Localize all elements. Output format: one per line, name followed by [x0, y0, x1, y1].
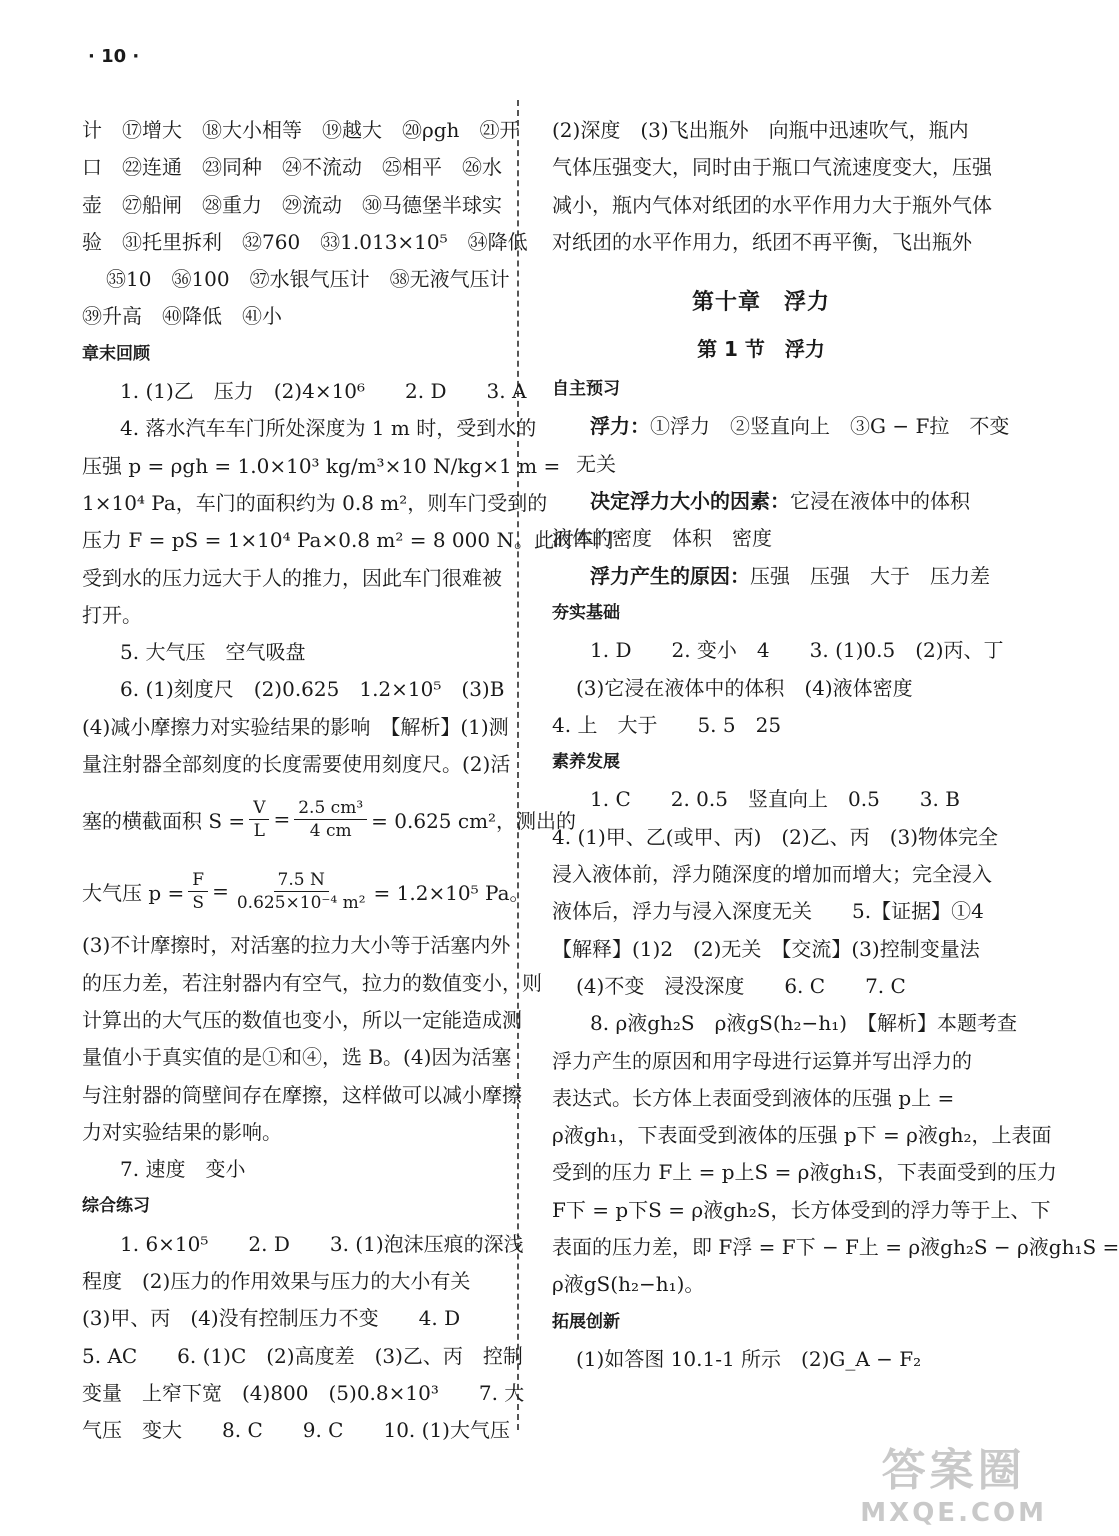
answer-line: 4. (1)甲、乙(或甲、丙) (2)乙、丙 (3)物体完全 [552, 824, 999, 849]
formula-pressure [82, 855, 530, 927]
text-line: ㉟10 ㊱100 ㊲水银气压计 ㊳无液气压计 [106, 267, 510, 292]
term-answers: 它浸在液体中的体积 [790, 489, 970, 514]
answer-line: 的压力差，若注射器内有空气，拉力的数值变小，则 [82, 970, 542, 995]
answer-line: 压力 F = pS = 1×10⁴ Pa×0.8 m² = 8 000 N。此时车门 [82, 528, 614, 553]
answer-line: 量值小于真实值的是①和④，选 B。(4)因为活塞 [82, 1045, 512, 1070]
answer-line: 液体的密度 体积 密度 [552, 526, 772, 551]
fraction-force-over-area [233, 869, 370, 914]
answer-line: 打开。 [82, 602, 142, 627]
answer-line [552, 558, 990, 595]
answer-line: 8. ρ液gh₂S ρ液gS(h₂−h₁) 【解析】本题考查 [590, 1011, 1018, 1036]
fraction-f-over-s [188, 869, 208, 914]
answer-line: (3)甲、丙 (4)没有控制压力不变 4. D [82, 1306, 461, 1331]
answer-line: 气压 变大 8. C 9. C 10. (1)大气压 [82, 1418, 510, 1443]
term-answers: 压强 压强 大于 压力差 [750, 563, 990, 588]
denominator: S [192, 892, 204, 913]
answer-line: 对纸团的水平作用力，纸团不再平衡，飞出瓶外 [552, 229, 972, 254]
answer-line: (1)如答图 10.1-1 所示 (2)G_A − F₂ [576, 1346, 922, 1371]
answer-line: 受到水的压力远大于人的推力，因此车门很难被 [82, 565, 502, 590]
answer-line: 6. (1)刻度尺 (2)0.625 1.2×10⁵ (3)B [120, 677, 505, 702]
numerator: 7.5 N [274, 869, 329, 892]
section-heading-comprehensive-practice: 综合练习 [82, 1196, 150, 1217]
text-line: 验 ㉛托里拆利 ㉜760 ㉝1.013×10⁵ ㉞降低 [82, 229, 528, 254]
denominator: 0.625×10⁻⁴ m² [236, 892, 366, 913]
section-heading-development: 素养发展 [552, 752, 620, 773]
answer-line: 1. (1)乙 压力 (2)4×10⁶ 2. D 3. A [120, 379, 527, 404]
page-number: · 10 · [88, 46, 140, 67]
text-line: 壶 ㉗船闸 ㉘重力 ㉙流动 ㉚马德堡半球实 [82, 192, 502, 217]
answer-line: 【解释】(1)2 (2)无关 【交流】(3)控制变量法 [552, 936, 980, 961]
numerator: F [188, 869, 208, 892]
answer-line: 与注射器的筒壁间存在摩擦，这样做可以减小摩擦 [82, 1082, 522, 1107]
answer-line: 表面的压力差，即 F浮 = F下 − F上 = ρ液gh₂S − ρ液gh₁S = [552, 1235, 1119, 1260]
answer-line: 4. 落水汽车车门所处深度为 1 m 时，受到水的 [120, 416, 537, 441]
answer-line: 无关 [576, 451, 616, 476]
answer-line: 4. 上 大于 5. 5 25 [552, 712, 782, 737]
answer-line: 浸入液体前，浮力随深度的增加而增大；完全浸入 [552, 862, 992, 887]
numerator: 2.5 cm³ [294, 797, 367, 820]
fraction-volume-over-length [294, 797, 367, 842]
watermark-text: 答案圈 [881, 1445, 1026, 1496]
answer-line: 液体后，浮力与浸入深度无关 5.【证据】①4 [552, 899, 984, 924]
answer-line [552, 408, 1010, 445]
answer-line: 气体压强变大，同时由于瓶口气流速度变大，压强 [552, 155, 992, 180]
answer-line: 1. 6×10⁵ 2. D 3. (1)泡沫压痕的深浅 [120, 1231, 524, 1256]
answer-line [552, 483, 970, 520]
answer-line: (4)减小摩擦力对实验结果的影响 【解析】(1)测 [82, 714, 509, 739]
denominator: 4 cm [309, 820, 352, 841]
chapter-title: 第十章 浮力 [691, 290, 830, 316]
term-label: 决定浮力大小的因素： [590, 489, 790, 514]
answer-line: 压强 p = ρgh = 1.0×10³ kg/m³×10 N/kg×1 m = [82, 453, 561, 478]
term-label: 浮力产生的原因： [590, 563, 750, 588]
watermark-url: MXQE.COM [860, 1498, 1047, 1528]
answer-line: 1. D 2. 变小 4 3. (1)0.5 (2)丙、丁 [590, 638, 1004, 663]
answer-line: 受到的压力 F上 = p上S = ρ液gh₁S，下表面受到的压力 [552, 1160, 1057, 1185]
formula-text: 大气压 p = [82, 880, 185, 905]
text-line: 计 ⑰增大 ⑱大小相等 ⑲越大 ⑳ρgh ㉑开 [82, 118, 520, 142]
answer-line: (3)不计摩擦时，对活塞的拉力大小等于活塞内外 [82, 933, 511, 958]
answer-line: ρ液gh₁，下表面受到液体的压强 p下 = ρ液gh₂，上表面 [552, 1123, 1052, 1148]
term-answers: ①浮力 ②竖直向上 ③G − F拉 不变 [650, 414, 1010, 439]
right-column [552, 112, 1119, 1378]
formula-text: = 1.2×10⁵ Pa。 [373, 880, 530, 905]
answer-line: ρ液gS(h₂−h₁)。 [552, 1272, 705, 1297]
watermark-logo [860, 1434, 1047, 1528]
answer-line: 表达式。长方体上表面受到液体的压强 p上 = [552, 1085, 955, 1110]
answer-line: 1. C 2. 0.5 竖直向上 0.5 3. B [590, 787, 960, 812]
formula-text: = 0.625 cm²，测出的 [371, 808, 577, 833]
answer-line: 5. 大气压 空气吸盘 [120, 640, 306, 665]
answer-line: (2)深度 (3)飞出瓶外 向瓶中迅速吹气，瓶内 [552, 118, 969, 142]
text-line: 口 ㉒连通 ㉓同种 ㉔不流动 ㉕相平 ㉖水 [82, 155, 502, 180]
text-line: ㊴升高 ㊵降低 ㊶小 [82, 304, 282, 329]
numerator: V [249, 797, 269, 820]
answer-line: 程度 (2)压力的作用效果与压力的大小有关 [82, 1269, 471, 1294]
equals-sign: = [273, 807, 291, 832]
answer-line: F下 = p下S = ρ液gh₂S，长方体受到的浮力等于上、下 [552, 1197, 1051, 1222]
answer-line: 计算出的大气压的数值也变小，所以一定能造成测 [82, 1007, 522, 1032]
denominator: L [253, 820, 265, 841]
answer-line: 1×10⁴ Pa，车门的面积约为 0.8 m²，则车门受到的 [82, 490, 548, 515]
section-heading-extension: 拓展创新 [552, 1311, 620, 1332]
section-heading-self-preview: 自主预习 [552, 379, 620, 400]
section-title: 第 1 节 浮力 [697, 337, 825, 362]
answer-line: (3)它浸在液体中的体积 (4)液体密度 [576, 675, 913, 700]
answer-line: 浮力产生的原因和用字母进行运算并写出浮力的 [552, 1048, 972, 1073]
answer-line: 5. AC 6. (1)C (2)高度差 (3)乙、丙 控制 [82, 1343, 523, 1368]
formula-area [82, 783, 577, 855]
term-label: 浮力： [590, 414, 650, 439]
answer-line: (4)不变 浸没深度 6. C 7. C [576, 973, 906, 998]
equals-sign: = [212, 879, 229, 904]
answer-line: 变量 上窄下宽 (4)800 (5)0.8×10³ 7. 大 [82, 1380, 525, 1405]
answer-line: 力对实验结果的影响。 [82, 1119, 282, 1144]
section-heading-chapter-review: 章末回顾 [82, 343, 150, 364]
answer-line: 减小，瓶内气体对纸团的水平作用力大于瓶外气体 [552, 192, 992, 217]
answer-line: 量注射器全部刻度的长度需要使用刻度尺。(2)活 [82, 752, 511, 777]
section-heading-foundation: 夯实基础 [552, 602, 620, 623]
answer-line: 7. 速度 变小 [120, 1157, 246, 1182]
formula-text: 塞的横截面积 S = [82, 808, 246, 833]
fraction-v-over-l [249, 797, 269, 842]
